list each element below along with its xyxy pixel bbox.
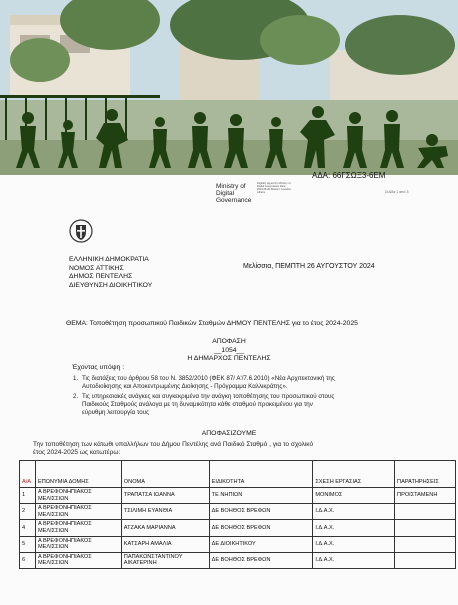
cell-parat: ΠΡΟΙΣΤΑΜΕΝΗ [395, 488, 456, 504]
cell-aa: 1 [20, 488, 36, 504]
cell-onoma: ΚΑΤΣΑΡΗ ΑΜΑΛΙΑ [121, 536, 209, 552]
intro-line-1: Την τοποθέτηση των κάτωθι υπαλλήλων του Δήμου Πεντέλης ανά Παιδικό Σταθμό , για το σχολικό [33, 441, 314, 448]
playground-illustration [0, 0, 458, 175]
cell-eidikotita: ΔΕ ΒΟΗΘΟΣ ΒΡΕΦΩΝ [209, 504, 313, 520]
intro-line-2: έτος 2024-2025 ως κατωτέρω: [33, 449, 121, 456]
table-row [20, 552, 456, 568]
col-header-eidikotita: ΕΙΔΙΚΟΤΗΤΑ [209, 461, 313, 488]
cell-onoma: ΤΡΑΠΑΤΣΑ ΙΩΑΝΝΑ [121, 488, 209, 504]
cell-domi: Α ΒΡΕΦΟΝΗΠΙΑΚΟΣ ΜΕΛΙΣΣΙΩΝ [35, 520, 121, 536]
table-row [20, 520, 456, 536]
list-item-number: 2. [73, 393, 79, 400]
cell-onoma: ΑΤΖΑΚΑ ΜΑΡΙΑΝΝΑ [121, 520, 209, 536]
cell-eidikotita: ΔΕ ΒΟΗΘΟΣ ΒΡΕΦΩΝ [209, 552, 313, 568]
list-item [73, 375, 335, 391]
cell-eidikotita: ΤΕ ΝΗΠΙΩΝ [209, 488, 313, 504]
cell-sxesi: Ι.Δ.Α.Χ. [313, 504, 395, 520]
banner-photo [0, 0, 458, 175]
cell-eidikotita: ΔΕ ΒΟΗΘΟΣ ΒΡΕΦΩΝ [209, 520, 313, 536]
signature-line-1: Ministry of [216, 183, 246, 190]
table-row [20, 536, 456, 552]
col-header-sxesi: ΣΧΕΣΗ ΕΡΓΑΣΙΑΣ [313, 461, 395, 488]
cell-parat [395, 504, 456, 520]
considering-heading: Έχοντας υπόψη : [72, 364, 125, 371]
staff-table [19, 460, 456, 569]
col-header-domi: ΕΠΩΝΥΜΙΑ ΔΟΜΗΣ [35, 461, 121, 488]
signature-line-3: Governance [216, 197, 252, 204]
header-line-4: ΔΙΕΥΘΥΝΣΗ ΔΙΟΙΚΗΤΙΚΟΥ [69, 281, 153, 289]
header-line-2: ΝΟΜΟΣ ΑΤΤΙΚΗΣ [69, 264, 124, 272]
mayor-title: Η ΔΗΜΑΡΧΟΣ ΠΕΝΤΕΛΗΣ [187, 355, 271, 362]
digital-signature-block [216, 183, 251, 204]
ada-code: ΑΔΑ: 66ΓΣΩΞ3-6ΕΜ [312, 171, 386, 180]
page-number: Σελίδα 1 από 3 [385, 190, 409, 194]
cell-parat [395, 552, 456, 568]
cell-parat [395, 520, 456, 536]
subject-line: ΘΕΜΑ: Τοποθέτηση προσωπικού Παιδικών Σταθμών ΔΗΜΟΥ ΠΕΝΤΕΛΗΣ για το έτος 2024-2025 [66, 320, 358, 327]
list-item [73, 393, 334, 417]
list-item-number: 1. [73, 375, 79, 382]
cell-domi: Α ΒΡΕΦΟΝΗΠΙΑΚΟΣ ΜΕΛΙΣΣΙΩΝ [35, 536, 121, 552]
list-item-line: εύρυθμη λειτουργία τους [82, 409, 150, 416]
cell-domi: Α ΒΡΕΦΟΝΗΠΙΑΚΟΣ ΜΕΛΙΣΣΙΩΝ [35, 552, 121, 568]
greek-emblem-icon [69, 218, 93, 244]
cell-sxesi: Ι.Δ.Α.Χ. [313, 520, 395, 536]
intro-text [33, 441, 313, 457]
cell-sxesi: Ι.Δ.Α.Χ. [313, 536, 395, 552]
header-line-3: ΔΗΜΟΣ ΠΕΝΤΕΛΗΣ [69, 273, 133, 281]
cell-aa: 5 [20, 536, 36, 552]
we-decide-heading: ΑΠΟΦΑΣΙΖΟΥΜΕ [201, 430, 257, 437]
header-line-1: ΕΛΛΗΝΙΚΗ ΔΗΜΟΚΡΑΤΙΑ [69, 256, 149, 263]
cell-onoma: ΠΑΠΑΚΩΝΣΤΑΝΤΙΝΟΥ ΑΙΚΑΤΕΡΙΝΗ [121, 552, 209, 568]
table-header-row [20, 461, 456, 488]
list-item-line: Τις διατάξεις του άρθρου 58 του Ν. 3852/2010 (ΦΕΚ 87/ Α'/7.6.2010) «Νέα Αρχιτεκτονική της [82, 375, 335, 382]
signature-line-2: Digital [216, 190, 235, 197]
cell-sxesi: ΜΟΝΙΜΟΣ [313, 488, 395, 504]
list-item-line: Παιδικούς Σταθμούς ανάλογα με τη δυναμικότητα κάθε σταθμού προκειμένου για την [82, 401, 313, 408]
list-item-line: Αυτοδιοίκησης και Αποκεντρωμένης Διοίκησης - Πρόγραμμα Καλλικράτης». [82, 383, 288, 390]
col-header-parat: ΠΑΡΑΤΗΡΗΣΕΙΣ [395, 461, 456, 488]
cell-domi: Α ΒΡΕΦΟΝΗΠΙΑΚΟΣ ΜΕΛΙΣΣΙΩΝ [35, 504, 121, 520]
list-item-line: Τις υπηρεσιακές ανάγκες και συγκεκριμένα την ανάγκη τοποθέτησης του προσωπικού στους [82, 393, 335, 400]
place-date: Μελίσσια, ΠΕΜΠΤΗ 26 ΑΥΓΟΥΣΤΟΥ 2024 [243, 263, 375, 270]
cell-sxesi: Ι.Δ.Α.Χ. [313, 552, 395, 568]
cell-aa: 4 [20, 520, 36, 536]
col-header-onoma: ΟΝΟΜΑ [121, 461, 209, 488]
cell-aa: 2 [20, 504, 36, 520]
authority-header [69, 256, 152, 290]
cell-aa: 6 [20, 552, 36, 568]
cell-domi: Α ΒΡΕΦΟΝΗΠΙΑΚΟΣ ΜΕΛΙΣΣΙΩΝ [35, 488, 121, 504]
cell-parat [395, 536, 456, 552]
table-row [20, 488, 456, 504]
decision-title: ΑΠΟΦΑΣΗ [212, 338, 246, 345]
col-header-aa: Α/Α [20, 461, 36, 488]
decision-number: __1054__ [213, 347, 245, 354]
cell-eidikotita: ΔΕ ΔΙΟΙΚΗΤΙΚΟΥ [209, 536, 313, 552]
cell-onoma: ΤΣΙΛΙΜΗ ΕΥΑΝΘΙΑ [121, 504, 209, 520]
signature-details: Digitally signed by Ministry of Digital Governance Date: 2024.08.26 Reason: Location: Athens [257, 182, 292, 194]
table-row [20, 504, 456, 520]
